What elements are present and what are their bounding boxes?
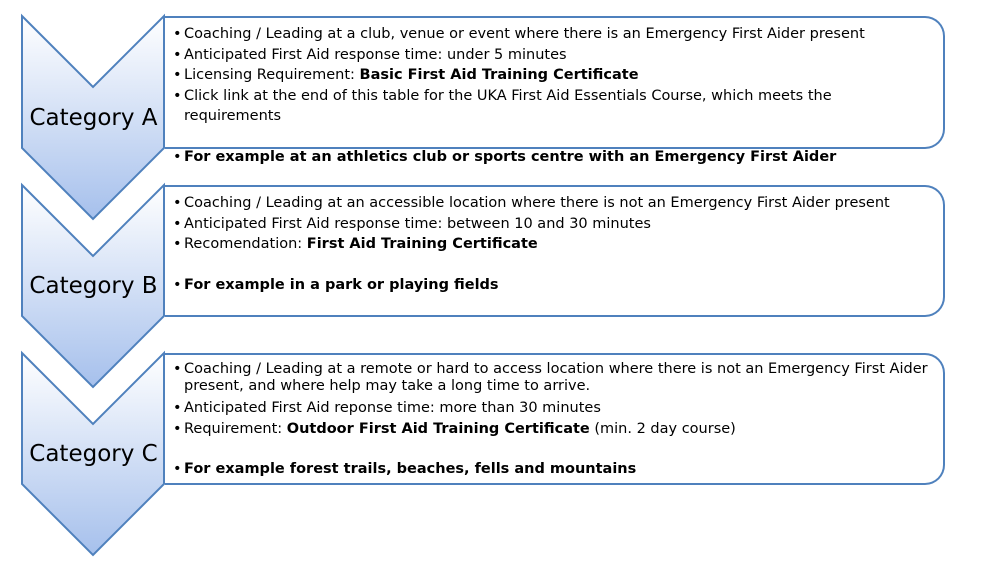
list-item: • Licensing Requirement: Basic First Aid Training Certificate xyxy=(173,65,933,86)
category-b-box xyxy=(165,185,945,317)
list-item: • For example forest trails, beaches, fells and mountains xyxy=(173,459,933,480)
category-c-box xyxy=(165,353,945,485)
list-item: • Requirement: Outdoor First Aid Training Certificate (min. 2 day course) xyxy=(173,419,933,440)
list-item: • Click link at the end of this table for the UKA First Aid Essentials Course, which meets the requirements xyxy=(173,86,933,127)
list-item: • Recomendation: First Aid Training Certificate xyxy=(173,234,933,255)
list-item: • For example in a park or playing fields xyxy=(173,275,933,296)
list-item: • Anticipated First Aid reponse time: more than 30 minutes xyxy=(173,398,933,419)
category-b-list xyxy=(173,193,933,295)
list-item: • For example at an athletics club or sports centre with an Emergency First Aider xyxy=(173,147,933,168)
category-a-label: Category A xyxy=(29,105,158,131)
list-item: • Coaching / Leading at an accessible location where there is not an Emergency First Aider present xyxy=(173,193,933,214)
category-b-label: Category B xyxy=(29,273,158,299)
category-a-box xyxy=(165,16,945,165)
category-c-list xyxy=(173,361,933,480)
list-item: • Anticipated First Aid response time: between 10 and 30 minutes xyxy=(173,214,933,235)
list-item: • Coaching / Leading at a club, venue or event where there is an Emergency First Aider present xyxy=(173,24,933,45)
category-a-list xyxy=(173,24,933,167)
category-c-label: Category C xyxy=(29,441,158,467)
list-item: • Coaching / Leading at a remote or hard to access location where there is not an Emergency First Aider present, and where help may take a long time to arrive. xyxy=(173,361,933,395)
list-item: • Anticipated First Aid response time: under 5 minutes xyxy=(173,45,933,66)
